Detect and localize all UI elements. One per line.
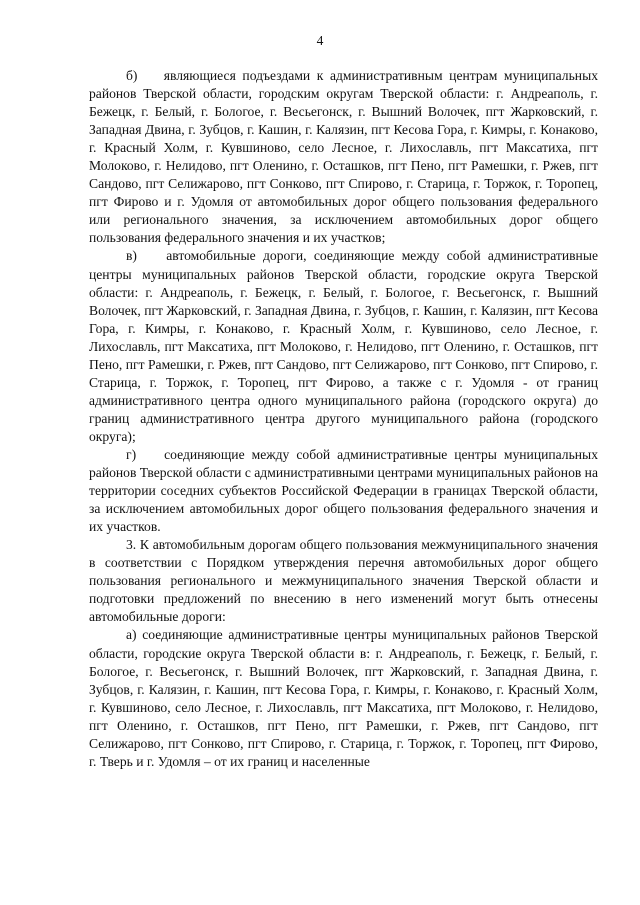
paragraph-item-a: а) соединяющие административные центры муниципальных районов Тверской области, городские округа Тверской области в: г. Андреаполь, г. Бежецк, г. Белый, г. Бологое, г. Весьегонск, г. Вышний Волочек, пгт Жарковский, г. Западная Двина, г. Зубцов, г. Калязин, г. Кашин, пгт Кесова Гора, г. Кимры, г. Конаково, г. Красный Холм, г. Кувшиново, село Лесное, г. Лихославль, пгт Максатиха, пгт Молоково, г. Нелидово, пгт Оленино, г. Осташков, пгт Пено, пгт Рамешки, г. Ржев, пгт Сандово, пгт Селижарово, пгт Сонково, пгт Спирово, г. Старица, г. Торжок, г. Торопец, пгт Фирово, г. Тверь и г. Удомля – от их границ и населенные: [89, 627, 598, 769]
page-number: 4: [316, 33, 324, 48]
paragraph-item-b: б) являющиеся подъездами к административным центрам муниципальных районов Тверской области, городским округам Тверской области: г. Андреаполь, г. Бежецк, г. Белый, г. Бологое, г. Весьегонск, г. Вышний Волочек, пгт Жарковский, г. Западная Двина, г. Зубцов, г. Кашин, г. Калязин, пгт Кесова Гора, г. Кимры, г. Конаково, г. Красный Холм, г. Кувшиново, село Лесное, г. Лихославль, пгт Максатиха, пгт Молоково, г. Нелидово, пгт Оленино, г. Осташков, пгт Пено, пгт Рамешки, г. Ржев, пгт Сандово, пгт Селижарово, пгт Сонково, пгт Спирово, г. Старица, г. Торжок, г. Торопец, пгт Фирово и г. Удомля от автомобильных дорог общего пользования федерального или регионального значения, за исключением автомобильных дорог общего пользования федерального значения и их участков;: [89, 68, 598, 246]
paragraph-section-3: 3. К автомобильным дорогам общего пользования межмуниципального значения в соответствии с Порядком утверждения перечня автомобильных дорог общего пользования регионального и межмуниципального значения Тверской области и подготовки предложений по внесению в него изменений могут быть отнесены автомобильные дороги:: [89, 537, 598, 625]
paragraph-item-g: г) соединяющие между собой административные центры муниципальных районов Тверской области с административными центрами муниципальных районов на территории соседних субъектов Российской Федерации в границах Тверской области, за исключением автомобильных дорог общего пользования федерального значения и их участков.: [89, 446, 598, 535]
paragraph-item-v: в) автомобильные дороги, соединяющие между собой административные центры муниципальных районов Тверской области, городские округа Тверской области: г. Андреаполь, г. Бежецк, г. Белый, г. Бологое, г. Весьегонск, г. Вышний Волочек, пгт Жарковский, г. Западная Двина, г. Зубцов, г. Кашин, г. Калязин, пгт Кесова Гора, г. Кимры, г. Конаково, г. Красный Холм, г. Кувшиново, село Лесное, г. Лихославль, пгт Максатиха, пгт Молоково, г. Нелидово, пгт Оленино, г. Осташков, пгт Пено, пгт Рамешки, г. Ржев, пгт Сандово, пгт Селижарово, пгт Сонково, пгт Спирово, г. Старица, г. Торжок, г. Торопец, пгт Фирово, а также с г. Удомля - от границ административного центра одного муниципального района (городского округа) до границ административного центра другого муниципального района (городского округа);: [89, 248, 598, 444]
document-body: [89, 67, 598, 771]
